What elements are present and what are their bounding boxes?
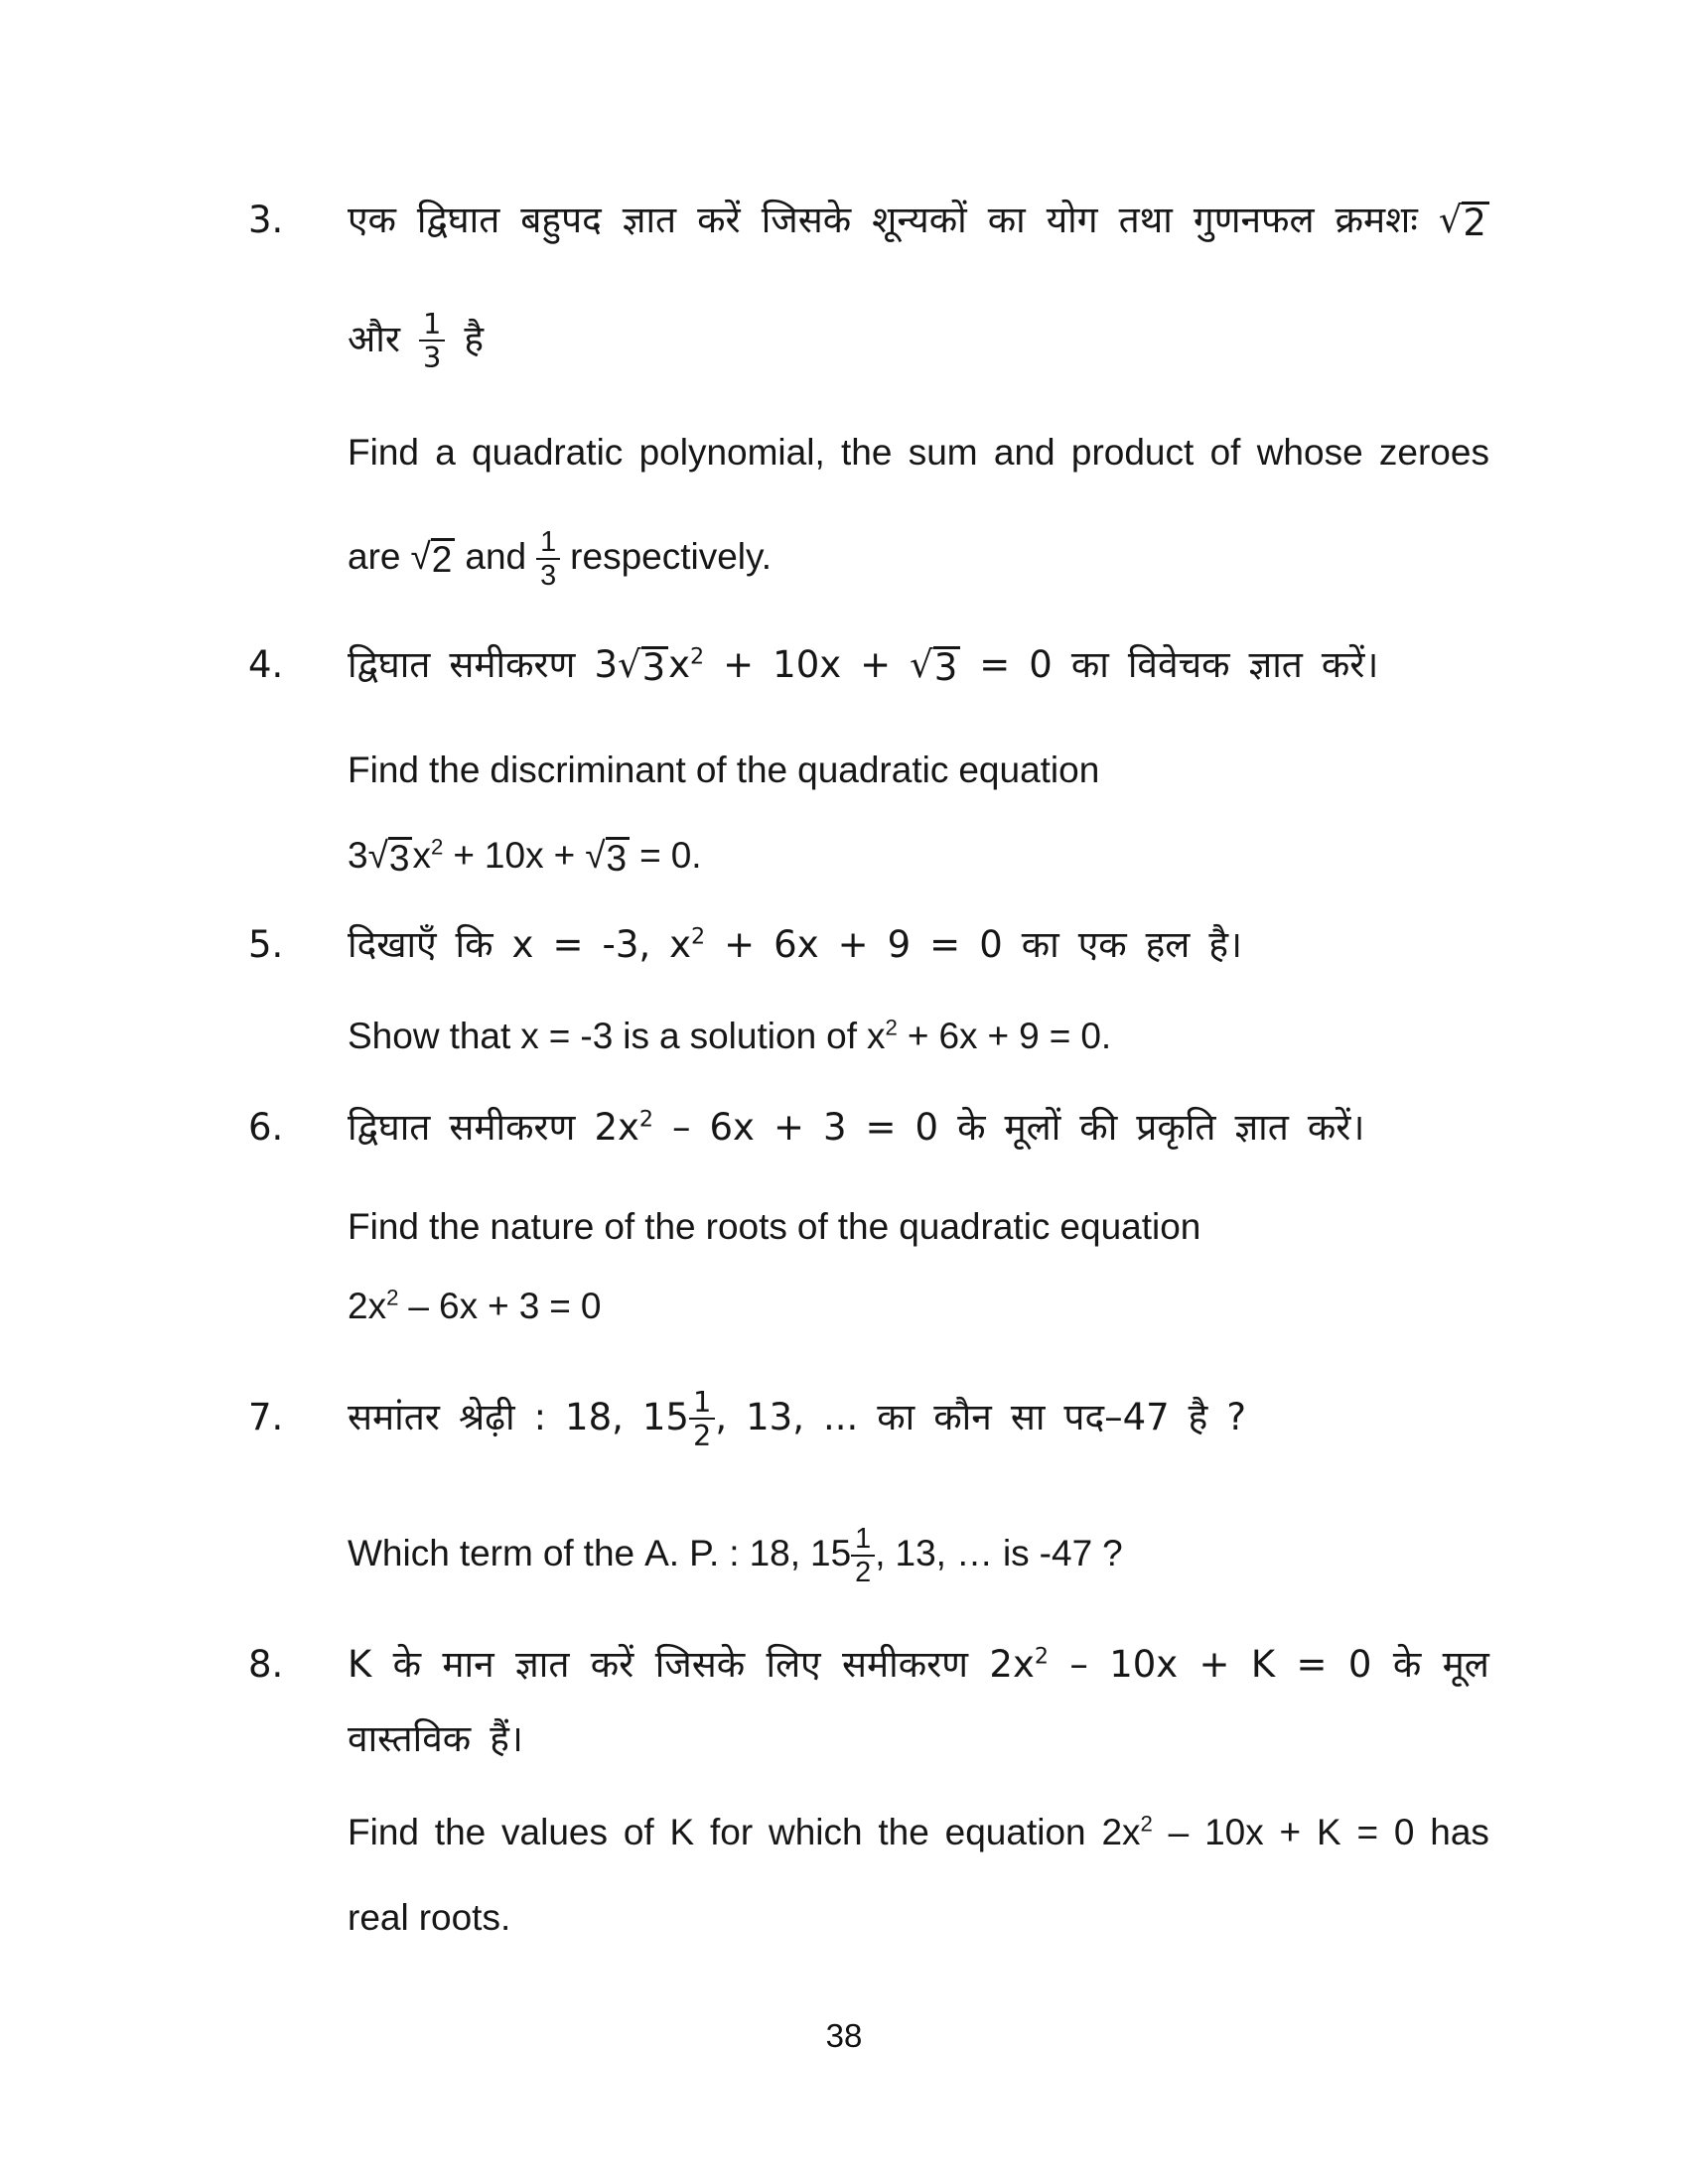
q6-hindi-text-1 [348,1104,1489,1152]
word: equation [958,750,1100,790]
word: Show [348,1016,440,1056]
word: + [1279,1812,1302,1852]
word: 3 [822,1106,847,1149]
q5-hindi-text-1 [348,921,1489,969]
word: तथा [1118,199,1173,241]
word: समांतर [348,1395,440,1438]
word: है [1188,1395,1208,1438]
word: for [709,1812,754,1852]
word: है। [1208,923,1243,966]
radicand: 3 [933,646,961,688]
q6-english-text-1 [348,1203,1489,1251]
word: of [1209,432,1241,473]
q7-english-text-1 [348,1523,1489,1589]
word: the [837,1206,890,1247]
word: x [520,1016,539,1056]
word: discriminant [490,750,686,790]
word: हैं। [490,1717,523,1760]
word: 9 [1019,1016,1040,1056]
word: – [1069,1643,1088,1686]
word: – [408,1286,429,1326]
word: values [501,1812,608,1852]
q6-english-line-2 [248,1283,1489,1330]
superscript: 2 [430,834,444,860]
superscript: 2 [1140,1811,1153,1837]
word: the [434,1812,487,1852]
word: A. [644,1533,680,1574]
fraction [536,526,560,593]
word: – [672,1106,691,1149]
word: 9 [887,923,912,966]
word: के [957,1106,986,1149]
word: Which [348,1533,450,1574]
q4-hindi-text-1 [348,641,1489,689]
word: का [877,1395,915,1438]
word: + [724,923,756,966]
word: $2x^2$ [1101,1811,1153,1852]
q3-hindi-text-2 [348,308,1489,374]
q3-english-text-2 [348,526,1489,593]
word: K [348,1643,372,1686]
word: term [459,1533,533,1574]
word: 0. [1080,1016,1112,1056]
word: K [669,1812,695,1852]
superscript: 2 [691,923,706,950]
word: roots. [418,1897,511,1938]
word: and [465,536,527,578]
word: = [865,1106,897,1149]
word: = [548,1016,571,1056]
word: 15 $\frac{1}{2}$ , [810,1523,886,1589]
sqrt-radical [368,837,413,879]
superscript: 2 [638,1106,653,1133]
word: : [533,1395,547,1438]
word [910,641,960,689]
q8-english-line-1 [248,1809,1489,1856]
word: the [644,1206,696,1247]
word: 0 [1029,643,1053,686]
word: has [1430,1812,1489,1852]
word: 0 [580,1286,602,1326]
word: ज्ञात [622,199,677,241]
word: $2x^2$ [594,1106,653,1149]
q4-english-text-1 [348,747,1489,794]
word: के [1392,1643,1422,1686]
word: and [993,432,1055,473]
word: quadratic [899,1206,1051,1247]
word: quadratic [472,432,624,473]
word: बहुपद [520,199,602,241]
word: + [453,835,475,876]
q8-hindi-text-1 [348,1641,1489,1689]
word: + [773,1106,804,1149]
word: + [488,1286,509,1326]
superscript: 2 [690,643,705,670]
word: द्विघात [348,1106,431,1149]
word: $2x^2$ [348,1285,399,1326]
word: 3 √ 3 $x^2$ [348,834,444,879]
sqrt-radical [910,643,960,689]
sqrt-radical [585,837,630,879]
word: मान [442,1643,494,1686]
word: are [348,536,401,578]
word: -3, [602,923,651,966]
word: समीकरण [842,1643,969,1686]
q7-number: 7. [248,1395,284,1438]
q5-number: 5. [248,923,284,966]
q8-english-text-2 [348,1894,1489,1942]
word: 3 √ 3 $x^2$ [594,643,705,689]
word: करें [590,1643,634,1686]
word: Find [348,432,419,473]
word: + [553,835,576,876]
fraction-denominator: 2 [689,1418,715,1451]
word: product [1070,432,1195,473]
word: की [1079,1106,1118,1149]
word: = [549,1286,571,1326]
word: quadratic [797,750,949,790]
q3-english-text-1 [348,429,1489,477]
word: ज्ञात [515,1643,570,1686]
word: = [1356,1812,1379,1852]
q3-hindi-text-1 [348,197,1489,244]
word: … [955,1533,993,1574]
word: एक [1077,923,1127,966]
word: ? [1102,1533,1123,1574]
word: 3 [518,1286,540,1326]
word: whose [1256,432,1363,473]
word: ज्ञात [1234,1106,1289,1149]
q8-hindi-line-1 [248,1641,1489,1689]
q4-english-text-2 [348,832,1489,880]
word: + [837,923,869,966]
word: क्रमशः [1335,199,1418,241]
word: K [1250,1643,1276,1686]
word: द्विघात [416,199,500,241]
radical-sign-icon: √ [367,835,388,876]
word: करें [697,199,741,241]
fraction-numerator: 1 [855,1523,872,1555]
fraction [419,308,445,374]
fraction [689,1386,715,1452]
radicand: 2 [1462,202,1489,243]
q3-hindi-line-2 [248,308,1489,374]
word: = [639,835,661,876]
word: पद–47 [1063,1395,1170,1438]
word: 0 [979,923,1003,966]
word: विवेचक [1127,643,1230,686]
word: of [604,1206,635,1247]
fraction-numerator: 1 [692,1385,712,1419]
q4-english-line-2 [248,832,1489,880]
word: 18, [565,1395,624,1438]
word: दिखाएँ [348,923,437,966]
word: sum [908,432,978,473]
q8-english-line-2 [248,1894,1489,1942]
q8-hindi-text-2 [348,1715,1489,1763]
word: P. [689,1533,720,1574]
fraction [851,1523,875,1589]
word: + [860,643,892,686]
word [536,526,560,593]
word: जिसके [654,1643,746,1686]
superscript: 2 [386,1285,399,1310]
radical-sign-icon: √ [585,835,606,876]
word: कौन [933,1395,992,1438]
word: 10x [484,835,544,876]
word: = [1296,1643,1328,1686]
sqrt-radical [410,538,455,580]
word: 0 [914,1106,939,1149]
word: which [768,1812,863,1852]
word: that [449,1016,511,1056]
q8-english-text-1 [348,1809,1489,1856]
word: = [979,643,1011,686]
word: $2x^2$ [989,1643,1049,1686]
sqrt-radical [617,643,668,689]
q6-english-text-2 [348,1283,1489,1330]
word: है [464,317,485,360]
word: 6x [709,1106,755,1149]
word: Find [348,1206,419,1247]
word: Find [348,750,419,790]
fraction-denominator: 3 [536,558,560,592]
word [419,308,445,374]
q3-english-line-1 [248,429,1489,477]
word: = [552,923,584,966]
word: करें। [1307,1106,1365,1149]
word: 13, [895,1533,946,1574]
word: nature [490,1206,595,1247]
radicand: 3 [641,646,669,688]
q5-english-line-1 [248,1013,1489,1060]
word: the [428,750,481,790]
word: सा [1010,1395,1046,1438]
word: a [659,1016,680,1056]
word: roots [705,1206,787,1247]
word: + [723,643,755,686]
q3-hindi-line-1 [248,197,1489,244]
word: 10x [1204,1812,1264,1852]
word: a [435,432,456,473]
word: 18, [749,1533,800,1574]
word: और [348,317,400,360]
word: द्विघात [348,643,431,686]
word: -47 [1039,1533,1093,1574]
radicand: 3 [606,837,631,879]
q6-hindi-line-1 [248,1104,1489,1152]
word: of [623,1812,654,1852]
word: polynomial, [638,432,825,473]
word: शून्यकों [872,199,967,241]
q7-hindi-line-1 [248,1386,1489,1452]
word: प्रकृति [1136,1106,1216,1149]
word [585,832,630,880]
word: K [1316,1812,1341,1852]
word: -3 [580,1016,614,1056]
fraction-denominator: 2 [851,1555,875,1588]
fraction-numerator: 1 [540,526,557,558]
word: का [1070,643,1109,686]
word: the [878,1812,929,1852]
q8-hindi-line-2 [248,1715,1489,1763]
word: real [348,1897,409,1938]
word: Find [348,1812,419,1852]
word: समीकरण [449,1106,576,1149]
word: का [987,199,1026,241]
word: ... [822,1395,859,1438]
word: of [796,1206,828,1247]
word: के [392,1643,422,1686]
q6-english-line-1 [248,1203,1489,1251]
word: equation [1059,1206,1201,1247]
radical-sign-icon: √ [910,643,933,686]
word: + [907,1016,929,1056]
word: योग [1046,199,1098,241]
word: 6x [439,1286,479,1326]
word: the [736,750,788,790]
word: solution [689,1016,817,1056]
word: करें। [1321,643,1379,686]
word: equation [944,1812,1086,1852]
q3-english-line-2 [248,526,1489,593]
word: ज्ञात [1248,643,1303,686]
word: 10x [773,643,842,686]
word: zeroes [1378,432,1489,473]
word: मूलों [1004,1106,1061,1149]
word: 6x [938,1016,978,1056]
q5-english-text-1 [348,1013,1489,1060]
word: 10x [1109,1643,1179,1686]
superscript: 2 [885,1015,898,1040]
word: $x^2$ [669,923,706,966]
radical-sign-icon: √ [410,536,431,578]
radical-sign-icon: √ [1438,199,1463,241]
word: मूल [1442,1643,1489,1686]
radicand: 2 [431,538,456,580]
q4-english-line-1 [248,747,1489,794]
q4-number: 4. [248,643,284,686]
word: 0 [1393,1812,1415,1852]
word: + [987,1016,1010,1056]
word: $x^2$ [867,1015,898,1056]
q5-hindi-line-1 [248,921,1489,969]
word: श्रेढ़ी [458,1395,515,1438]
word [1439,197,1489,244]
word: समीकरण [449,643,576,686]
word: x [511,923,534,966]
word: of [542,1533,574,1574]
word: is [1002,1533,1030,1574]
word: 0. [670,835,702,876]
q6-number: 6. [248,1106,284,1149]
word: – [1168,1812,1190,1852]
word: the [583,1533,635,1574]
word: = [929,923,961,966]
radicand: 3 [388,837,413,879]
fraction-denominator: 3 [419,340,445,373]
word: 6x [774,923,819,966]
word: + [1198,1643,1230,1686]
word: : [729,1533,740,1574]
q8-number: 8. [248,1643,284,1686]
word: the [841,432,893,473]
word: = [1049,1016,1071,1056]
word: गुणनफल [1193,199,1315,241]
word [410,533,455,581]
word: एक [348,199,396,241]
radical-sign-icon: √ [617,643,641,686]
word: लिए [766,1643,821,1686]
q7-hindi-text-1 [348,1386,1489,1452]
word: वास्तविक [348,1717,472,1760]
word: हल [1145,923,1191,966]
q7-english-line-1 [248,1523,1489,1589]
word: 13, [746,1395,804,1438]
word: the [428,1206,481,1247]
word: कि [455,923,493,966]
word: 15 $\frac{1}{2}$ , [641,1385,728,1453]
word: respectively. [570,536,773,578]
word: ? [1226,1395,1246,1438]
fraction-numerator: 1 [422,307,442,341]
word: जिसके [761,199,852,241]
q4-hindi-line-1 [248,641,1489,689]
word: is [623,1016,650,1056]
word: of [826,1016,857,1056]
page-number: 38 [825,2017,863,2054]
superscript: 2 [1034,1643,1049,1670]
word: का [1021,923,1059,966]
sqrt-radical [1438,199,1489,244]
q3-number: 3. [248,199,284,241]
word: of [695,750,727,790]
word: 0 [1347,1643,1372,1686]
